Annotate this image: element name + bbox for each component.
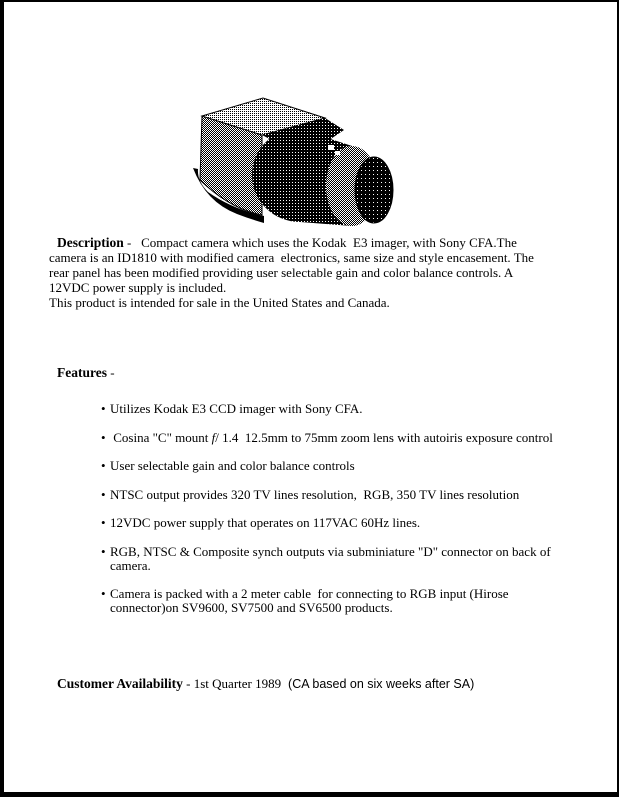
- feature-item: [101, 488, 613, 502]
- feature-text: Cosina "C" mount f/ 1.4 12.5mm to 75mm zoom lens with autoiris exposure control: [110, 429, 553, 445]
- lens-highlight: [328, 145, 334, 150]
- feature-text: 12VDC power supply that operates on 117VAC 60Hz lines.: [110, 515, 421, 530]
- description-line: This product is intended for sale in the United States and Canada.: [49, 294, 390, 310]
- features-heading: [57, 365, 115, 381]
- availability-separator: -: [182, 676, 194, 691]
- bullet-icon: •: [101, 515, 106, 530]
- features-heading-label: Features: [57, 365, 107, 380]
- features-list: [101, 402, 613, 630]
- description-text: Compact camera which uses the Kodak E3 imager, with Sony CFA.The: [141, 235, 517, 250]
- bullet-icon: •: [101, 486, 106, 502]
- camera-illustration: [192, 97, 398, 229]
- camera-product-image: [192, 97, 398, 229]
- availability-heading: Customer Availability: [57, 676, 183, 691]
- bullet-icon: •: [101, 543, 106, 559]
- description-line: [49, 236, 614, 251]
- description-section: [49, 236, 614, 311]
- feature-text: NTSC output provides 320 TV lines resolution, RGB, 350 TV lines resolution: [110, 486, 520, 502]
- feature-item: [101, 402, 613, 416]
- availability-note: (CA based on six weeks after SA): [281, 677, 475, 691]
- feature-item: [101, 587, 613, 615]
- description-line: camera is an ID1810 with modified camera electronics, same size and style encasement. The: [49, 249, 534, 265]
- feature-text: Utilizes Kodak E3 CCD imager with Sony CFA.: [110, 401, 363, 416]
- feature-item: [101, 545, 613, 573]
- description-heading: Description: [57, 235, 124, 250]
- description-separator: -: [123, 235, 142, 250]
- lens-front-cap: [355, 157, 393, 223]
- bullet-icon: •: [101, 458, 106, 473]
- f-stop-italic: f: [211, 429, 216, 445]
- availability-section: [57, 676, 474, 692]
- feature-item: [101, 431, 613, 445]
- feature-text: RGB, NTSC & Composite synch outputs via subminiature "D" connector on back of camera.: [110, 543, 551, 573]
- description-line: 12VDC power supply is included.: [49, 279, 227, 295]
- feature-item: [101, 516, 613, 530]
- bullet-icon: •: [101, 401, 106, 416]
- feature-item: [101, 459, 613, 473]
- feature-text: Camera is packed with a 2 meter cable for connecting to RGB input (Hirose connector)on SV9600, SV7500 and SV6500 products.: [110, 586, 509, 615]
- lens-highlight: [335, 151, 340, 155]
- features-heading-separator: -: [107, 365, 115, 380]
- description-line: rear panel has been modified providing user selectable gain and color balance controls. A: [49, 264, 514, 280]
- feature-text: User selectable gain and color balance controls: [110, 458, 355, 473]
- bullet-icon: •: [101, 586, 106, 601]
- availability-quarter: 1st Quarter 1989: [193, 676, 282, 691]
- bullet-icon: •: [101, 429, 106, 445]
